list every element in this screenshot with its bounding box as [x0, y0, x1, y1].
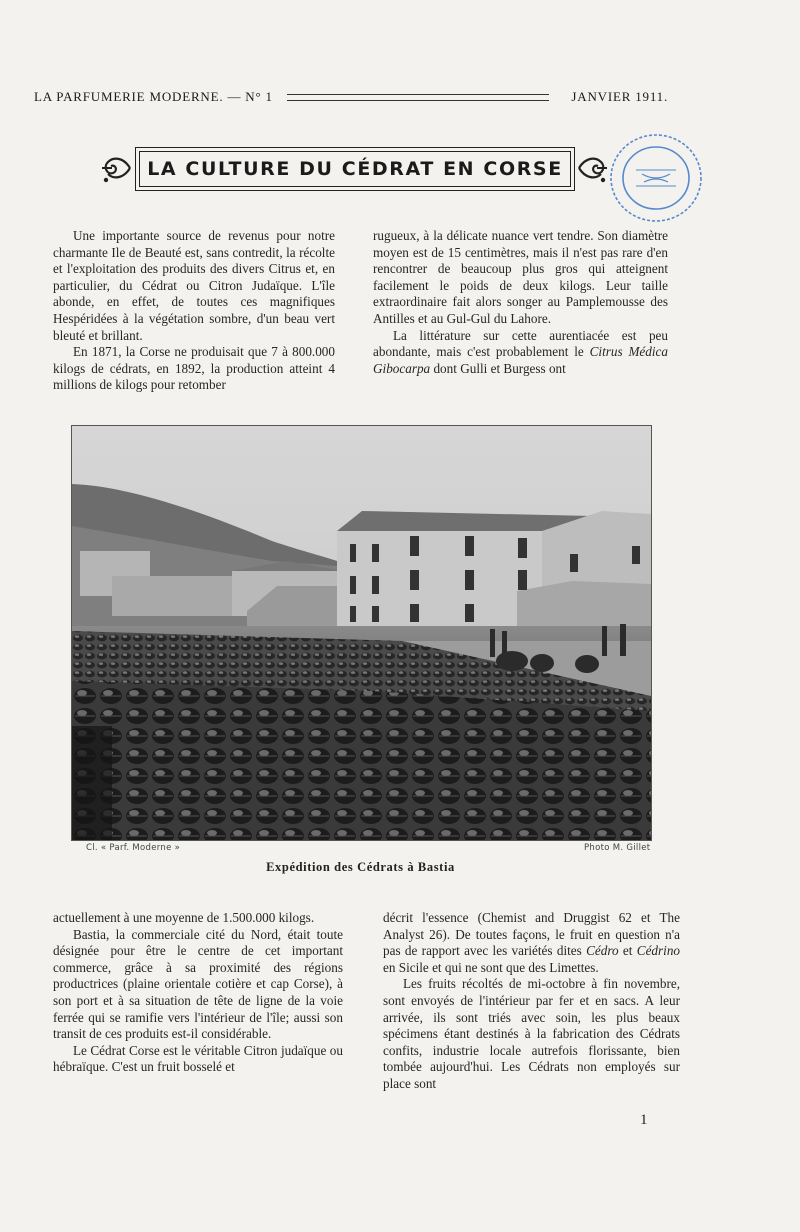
- paragraph: En 1871, la Corse ne produisait que 7 à 800.000 kilogs de cédrats, en 1892, la production atteint 4 millions de kilogs pour retomber: [53, 344, 335, 393]
- photo-illustration: [72, 426, 651, 840]
- library-stamp-icon: [606, 130, 706, 226]
- column-2: [373, 228, 668, 377]
- text-run: et: [622, 943, 633, 959]
- paragraph: [383, 910, 680, 976]
- photograph-barrels-bastia: [71, 425, 652, 841]
- running-head: [34, 88, 668, 106]
- photo-credit-right: Photo M. Gillet: [584, 843, 651, 853]
- photo-credit-left: Cl. « Parf. Moderne »: [86, 843, 181, 853]
- paragraph: actuellement à une moyenne de 1.500.000 kilogs.: [53, 910, 315, 925]
- paragraph: Les fruits récoltés de mi-octobre à fin novembre, sont envoyés de l'intérieur par fer et en sacs. A leur arrivée, ils sont triés avec soin, les plus beaux spécimens étant destinés à la fabrication des Cédrats confits, industrie locale autrefois florissante, bien tombée aujourd'hui. Les Cédrats non employés sur place sont: [383, 976, 680, 1091]
- paragraph: rugueux, à la délicate nuance vert tendre. Son diamètre moyen est de 15 centimètres, mais il n'est pas rare d'en rencontrer de beaucoup plus gros qui atteignent facilement le poids de deux kilogs. Leur taille extraordinaire fait alors songer au Pamplemousse des Antilles et au Gul-Gul du Lahore.: [373, 228, 668, 326]
- left-ornament-icon: [100, 150, 134, 186]
- text-run: La littérature sur cette aurentiacée est peu abondante, mais c'est probablement le: [373, 327, 668, 360]
- column-4: [383, 910, 680, 1093]
- journal-name: LA PARFUMERIE MODERNE. — N° 1: [34, 89, 273, 104]
- variety-name: Cédrino: [636, 943, 681, 959]
- text-run: décrit l'essence (Chemist and Druggist 62 et The Analyst 26). De toutes façons, le fruit en question n'a pas de rapport avec les variétés dites: [383, 910, 680, 959]
- article-title-banner: [100, 144, 610, 196]
- paragraph: Bastia, la commerciale cité du Nord, était toute désignée pour être le centre de cet important commerce, grâce à sa proximité des régions productrices (plaine orientale cotière et cap Corse), à son port et à sa situation de tête de ligne de la voie ferrée qui se ramifie vers l'intérieur de l'île; aussi son transit de ces produits est-il considérable.: [53, 926, 343, 1042]
- paragraph: [373, 328, 668, 378]
- column-1: [53, 228, 335, 394]
- title-frame: [135, 147, 575, 191]
- species-name: Citrus Médica Gibocarpa: [373, 344, 668, 376]
- text-run: dont Gulli et Burgess ont: [433, 360, 566, 376]
- page-number: 1: [640, 1112, 648, 1128]
- right-ornament-icon: [575, 150, 609, 186]
- photo-caption: Expédition des Cédrats à Bastia: [266, 860, 455, 874]
- column-3: [53, 910, 343, 1076]
- article-title: LA CULTURE DU CÉDRAT EN CORSE: [147, 158, 563, 180]
- issue-date: JANVIER 1911.: [571, 89, 668, 104]
- header-double-rule: [287, 94, 550, 101]
- paragraph: Le Cédrat Corse est le véritable Citron judaïque ou hébraïque. C'est un fruit bosselé et: [53, 1042, 343, 1075]
- variety-name: Cédro: [586, 943, 619, 959]
- text-run: en Sicile et qui ne sont que des Limettes.: [383, 959, 599, 975]
- paragraph: Une importante source de revenus pour notre charmante Ile de Beauté est, sans contredit, la récolte et l'exploitation des produits des divers Citrus et, en particulier, du Cédrat ou Citron Judaïque. L'île abonde, en effet, de toutes ces magnifiques Hespéridées à la végétation sombre, d'un beau vert bleuté et brillant.: [53, 228, 335, 343]
